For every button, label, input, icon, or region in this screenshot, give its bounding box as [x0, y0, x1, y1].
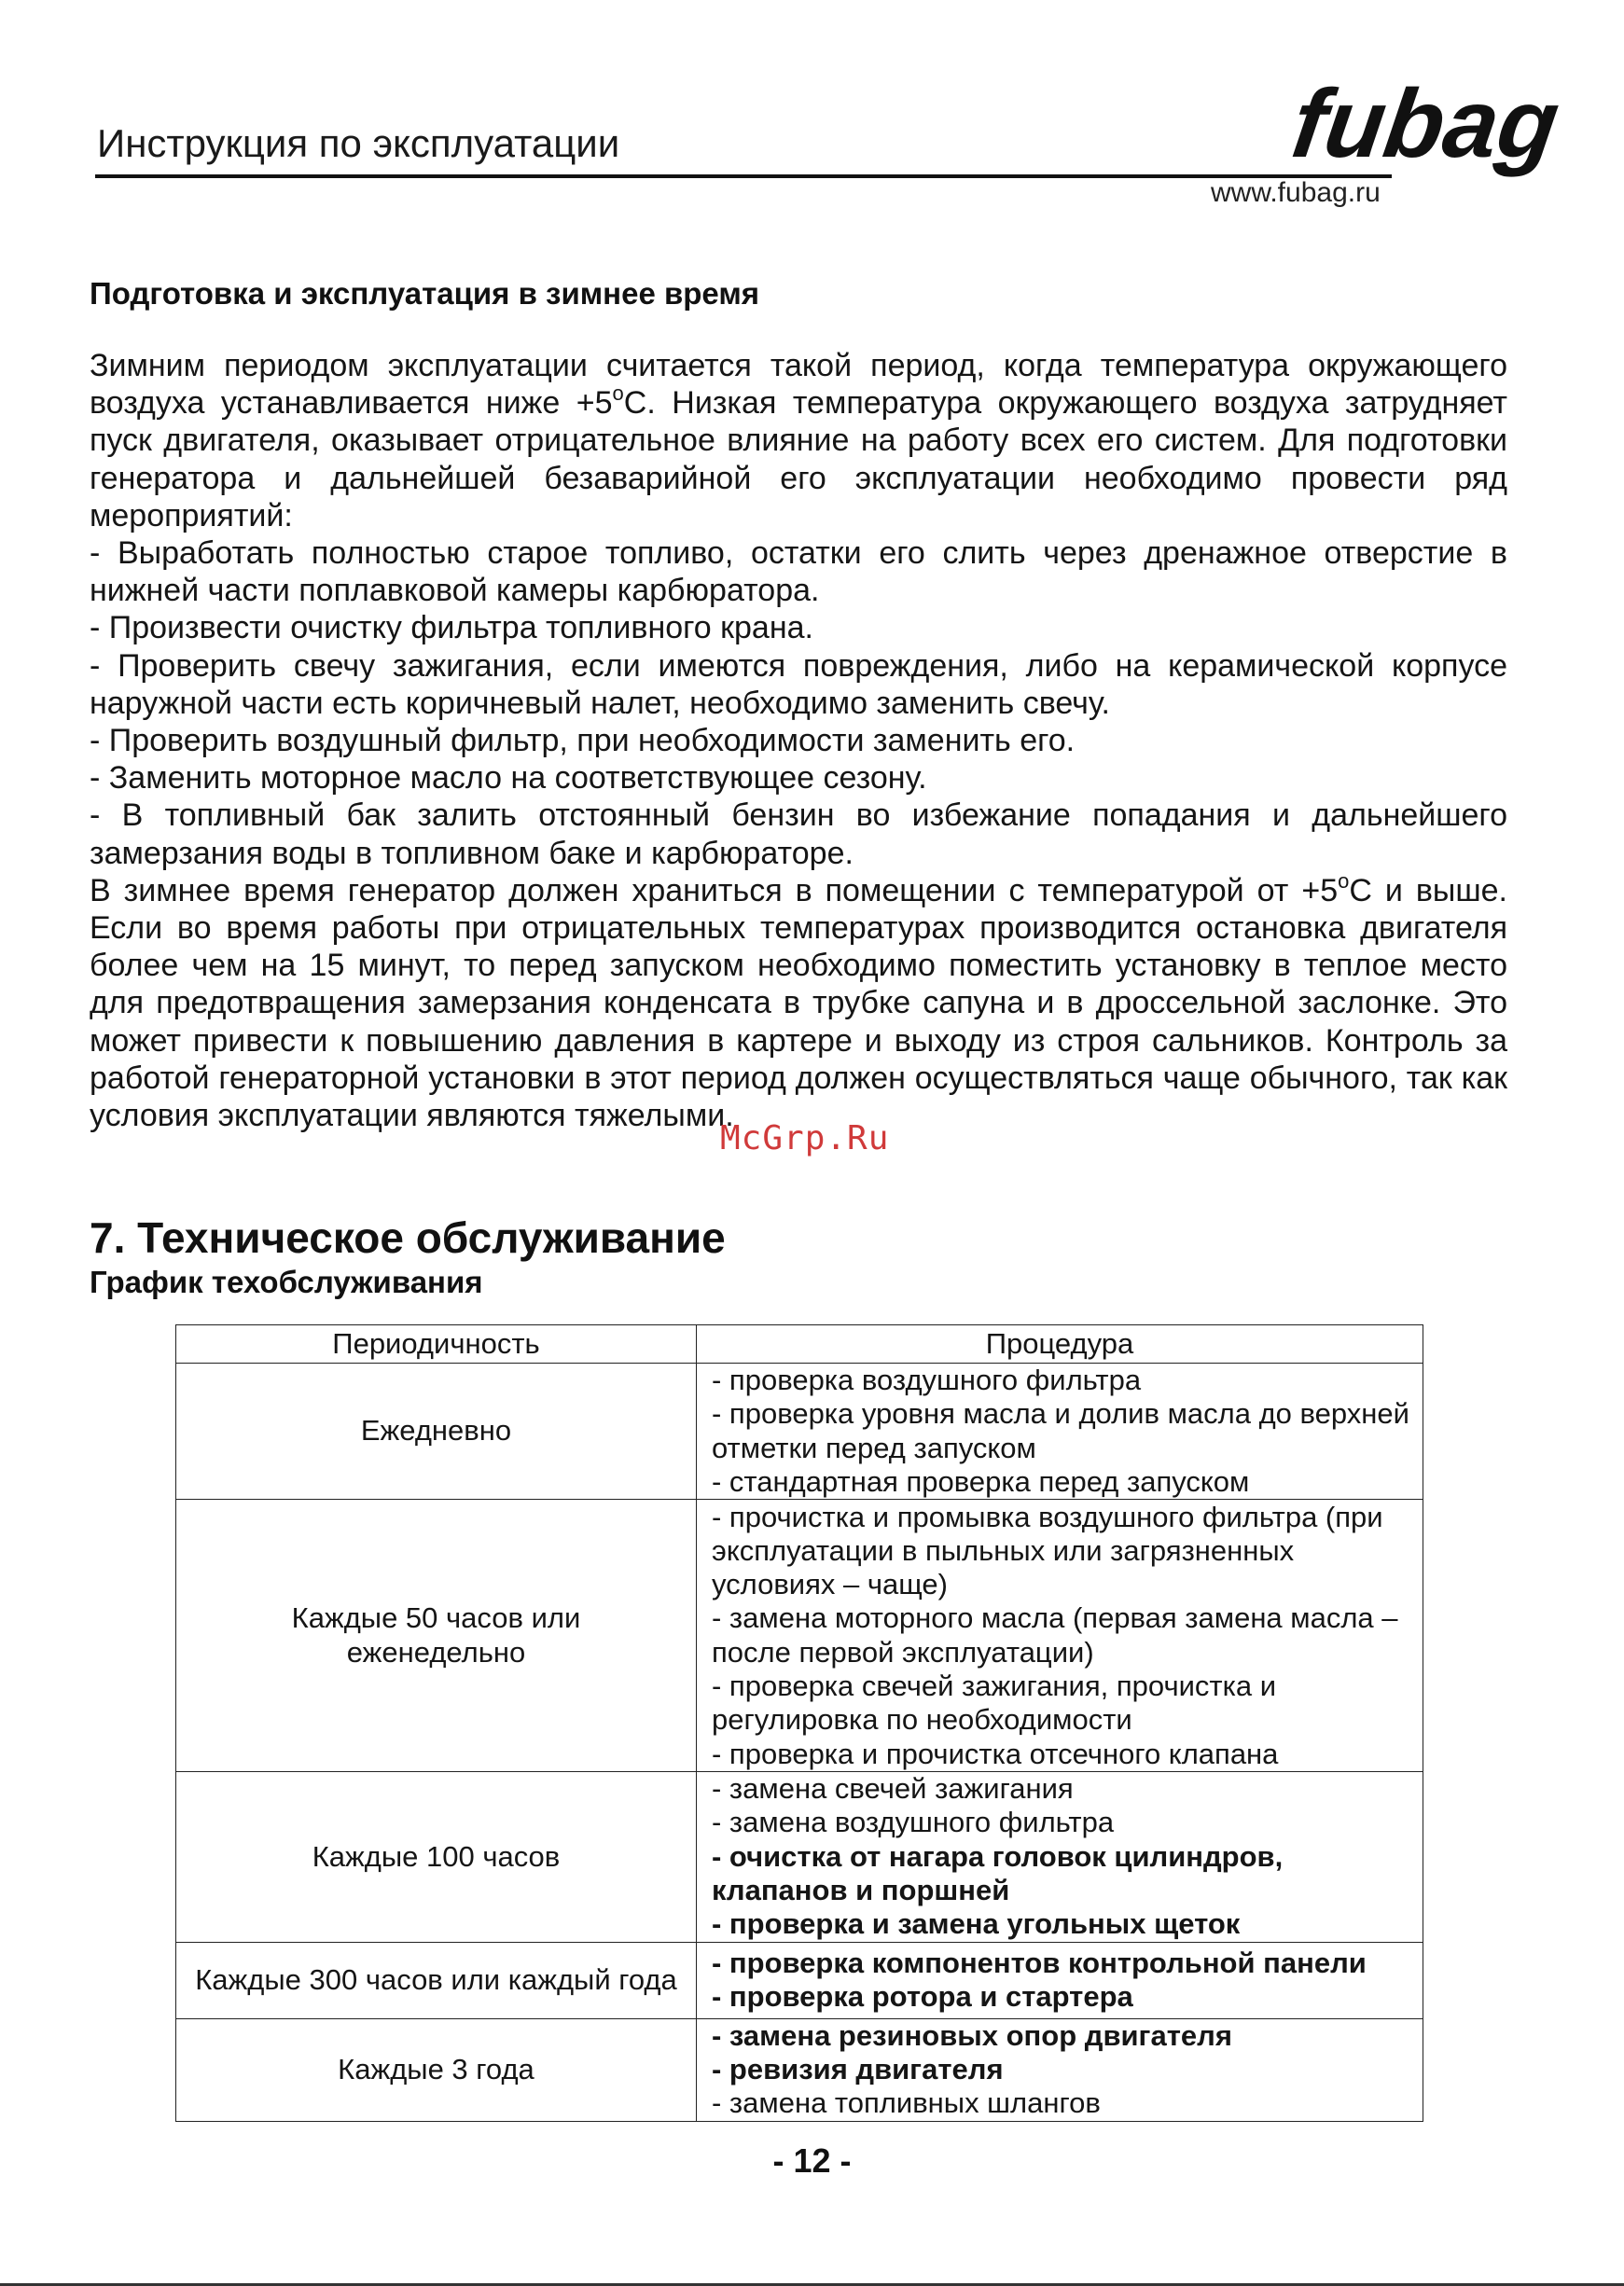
table-row [176, 1500, 1423, 1772]
table-header-row [176, 1325, 1423, 1364]
fubag-logo [1285, 69, 1566, 187]
winter-body [90, 347, 1507, 1134]
period-cell: Ежедневно [176, 1364, 697, 1500]
section-subtitle: График техобслуживания [90, 1265, 483, 1299]
winter-item: - Проверить свечу зажигания, если имеются повреждения, либо на керамической корпусе наружной части есть коричневый налет, необходимо заменить свечу. [90, 647, 1507, 721]
table-row [176, 2018, 1423, 2121]
winter-heading: Подготовка и эксплуатация в зимнее время [90, 276, 759, 311]
winter-item: - Заменить моторное масло на соответствующее сезону. [90, 760, 927, 797]
procedure-line: - замена свечей зажигания [712, 1772, 1074, 1806]
winter-item: - Проверить воздушный фильтр, при необходимости заменить его. [90, 723, 1076, 759]
table-row [176, 1364, 1423, 1500]
winter-item: - Выработать полностью старое топливо, остатки его слить через дренажное отверстие в нижней части поплавковой камеры карбюратора. [90, 535, 1507, 609]
page-number: - 12 - [772, 2141, 852, 2180]
period-cell: Каждые 3 года [176, 2018, 697, 2121]
procedure-line: - проверка уровня масла и долив масла до верхней отметки перед запуском [712, 1397, 1409, 1464]
procedure-line: - проверка и прочистка отсечного клапана [712, 1737, 1279, 1770]
procedure-cell [697, 1772, 1423, 1942]
header-rule [95, 174, 1392, 178]
procedure-line: - замена резиновых опор двигателя [712, 2018, 1232, 2052]
winter-intro: Зимним периодом эксплуатации считается такой период, когда температура окружающего воздуха устанавливается ниже $+5^oC$. Низкая температура окружающего воздуха затрудняет пуск двигателя, оказывает отрицательное влияние на работу всех его систем. Для подготовки генератора и дальнейшей безаварийной его эксплуатации необходимо провести ряд мероприятий: [90, 348, 1507, 533]
procedure-line: - проверка и замена угольных щеток [712, 1907, 1241, 1941]
period-cell: Каждые 50 часов или еженедельно [176, 1500, 697, 1772]
logo-text: fubag [1285, 69, 1566, 178]
procedure-line: - ревизия двигателя [712, 2053, 1004, 2086]
column-header-period: Периодичность [176, 1325, 697, 1364]
section-title: 7. Техническое обслуживание [90, 1213, 726, 1262]
winter-item: - В топливный бак залить отстоянный бензин во избежание попадания и дальнейшего замерзания воды в топливном баке и карбюраторе. [90, 797, 1507, 871]
period-cell: Каждые 100 часов [176, 1772, 697, 1942]
document-title: Инструкция по эксплуатации [97, 121, 620, 165]
procedure-line: - проверка ротора и стартера [712, 1980, 1133, 2014]
procedure-cell [697, 1364, 1423, 1500]
degree-sign: o [612, 381, 624, 405]
watermark: McGrp.Ru [720, 1119, 890, 1157]
procedure-cell [697, 2018, 1423, 2121]
procedure-line: - прочистка и промывка воздушного фильтра (при эксплуатации в пыльных или загрязненных условиях – чаще) [712, 1500, 1383, 1601]
procedure-line: - проверка свечей зажигания, прочистка и регулировка по необходимости [712, 1669, 1277, 1737]
website-url[interactable]: www.fubag.ru [1211, 177, 1381, 208]
winter-item: - Произвести очистку фильтра топливного крана. [90, 610, 813, 646]
period-cell: Каждые 300 часов или каждый года [176, 1942, 697, 2018]
procedure-line: - очистка от нагара головок цилиндров, клапанов и поршней [712, 1839, 1284, 1907]
procedure-cell [697, 1942, 1423, 2018]
degree-sign: o [1338, 868, 1350, 893]
maintenance-schedule-table [175, 1324, 1423, 2122]
winter-outro: В зимнее время генератор должен храниться в помещении с температурой от $+5^oC$ и выше. Если во время работы при отрицательных температурах производится остановка двигателя более чем на 15 минут, то перед запуском необходимо поместить установку в теплое место для предотвращения замерзания конденсата в трубке сапуна и в дроссельной заслонке. Это может привести к повышению давления в картере и выходу из строя сальников. Контроль за работой генераторной установки в этот период должен осуществляться чаще обычного, так как условия эксплуатации являются тяжелыми. [90, 868, 1507, 1134]
procedure-line: - проверка компонентов контрольной панели [712, 1946, 1367, 1979]
procedure-line: - замена моторного масла (первая замена масла – после первой эксплуатации) [712, 1601, 1398, 1669]
procedure-line: - замена топливных шлангов [712, 2086, 1101, 2120]
procedure-line: - проверка воздушного фильтра [712, 1364, 1142, 1396]
procedure-line: - стандартная проверка перед запуском [712, 1464, 1250, 1498]
column-header-procedure: Процедура [697, 1325, 1423, 1364]
procedure-cell [697, 1500, 1423, 1772]
table-row [176, 1942, 1423, 2018]
procedure-line: - замена воздушного фильтра [712, 1806, 1115, 1839]
table-row [176, 1772, 1423, 1942]
